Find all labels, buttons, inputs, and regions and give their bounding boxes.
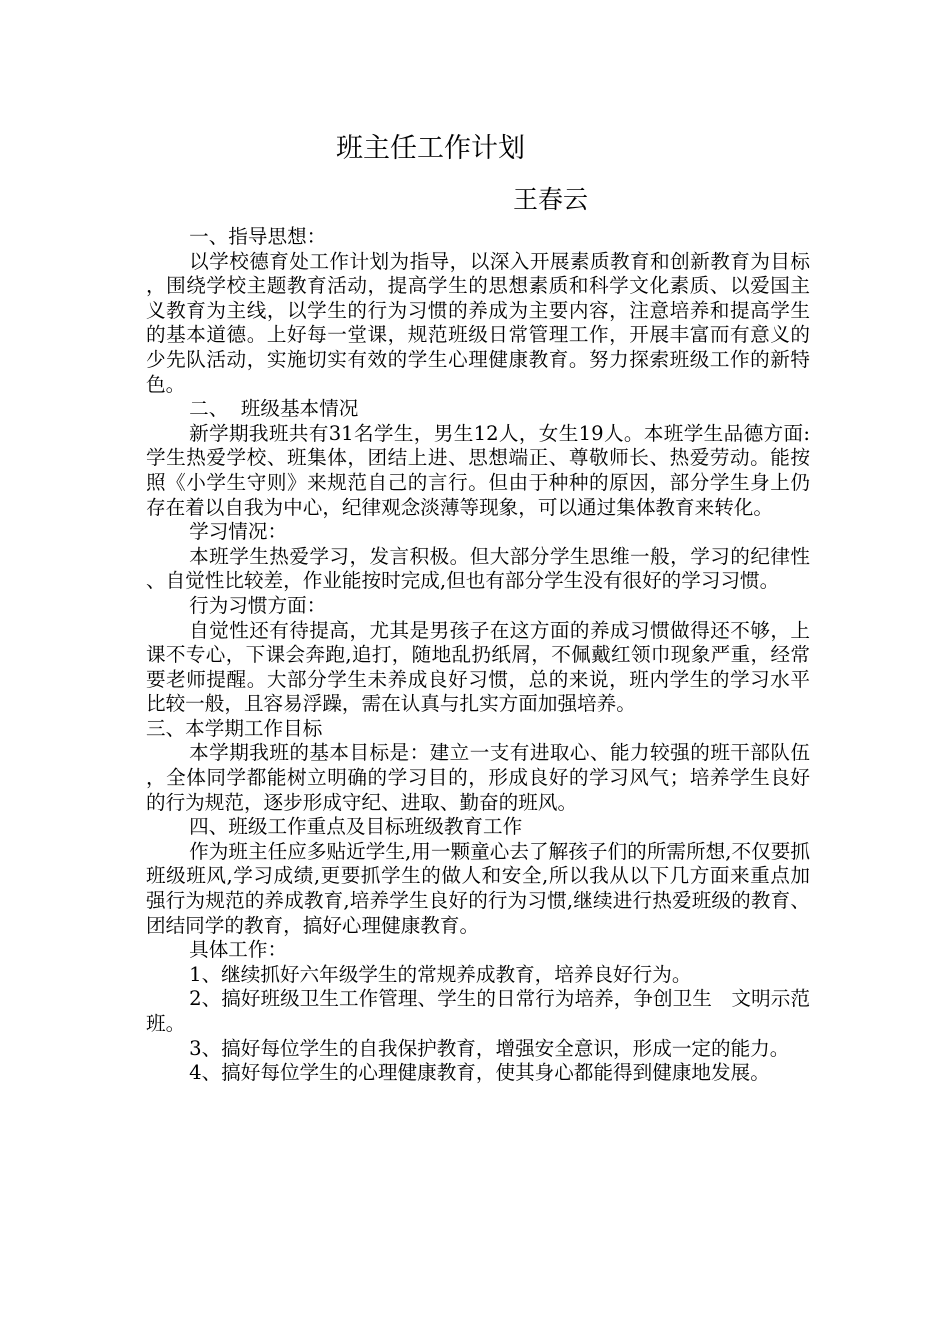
subheading-specific-work: 具体工作： <box>189 938 288 962</box>
document-body <box>146 225 810 1086</box>
list-item: 1、继续抓好六年级学生的常规养成教育，培养良好行为。 <box>189 962 692 986</box>
paragraph-key-work: 作为班主任应多贴近学生,用一颗童心去了解孩子们的所需所想,不仅要抓班级班风,学习成绩,更要抓学生的做人和安全,所以我从以下几方面来重点加强行为规范的养成教育,培养学生良好的行为习惯,继续进行热爱班级的教育、团结同学的教育，搞好心理健康教育。 <box>146 839 810 937</box>
subheading-study: 学习情况： <box>189 520 288 544</box>
paragraph-behavior: 自觉性还有待提高，尤其是男孩子在这方面的养成习惯做得还不够，上课不专心，下课会奔跑,追打，随地乱扔纸屑，不佩戴红领巾现象严重，经常要老师提醒。大部分学生未养成良好习惯，总的来说，班内学生的学习水平比较一般，且容易浮躁，需在认真与扎实方面加强培养。 <box>146 618 810 716</box>
section-heading-guiding-thought: 一、指导思想： <box>189 225 327 248</box>
section-heading-key-work: 四、班级工作重点及目标班级教育工作 <box>189 815 523 839</box>
subheading-behavior: 行为习惯方面： <box>189 593 327 617</box>
section-heading-class-situation: 二、 班级基本情况 <box>189 397 359 421</box>
author-name: 王春云 <box>513 185 589 214</box>
paragraph-guiding-thought: 以学校德育处工作计划为指导，以深入开展素质教育和创新教育为目标，围绕学校主题教育活动，提高学生的思想素质和科学文化素质、以爱国主义教育为主线，以学生的行为习惯的养成为主要内容，注意培养和提高学生的基本道德。上好每一堂课，规范班级日常管理工作，开展丰富而有意义的少先队活动，实施切实有效的学生心理健康教育。努力探索班级工作的新特色。 <box>146 249 810 396</box>
list-item: 4、搞好每位学生的心理健康教育，使其身心都能得到健康地发展。 <box>189 1061 770 1085</box>
paragraph-class-situation: 新学期我班共有31名学生，男生12人，女生19人。本班学生品德方面:学生热爱学校、班集体，团结上进、思想端正、尊敬师长、热爱劳动。能按照《小学生守则》来规范自己的言行。但由于种种的原因，部分学生身上仍存在着以自我为中心，纪律观念淡薄等现象，可以通过集体教育来转化。 <box>146 421 810 519</box>
section-heading-goals: 三、本学期工作目标 <box>146 716 323 740</box>
list-item: 2、搞好班级卫生工作管理、学生的日常行为培养，争创卫生 文明示范班。 <box>146 987 810 1035</box>
list-item: 3、搞好每位学生的自我保护教育，增强安全意识，形成一定的能力。 <box>189 1036 790 1060</box>
document-title: 班主任工作计划 <box>336 133 525 164</box>
paragraph-study: 本班学生热爱学习，发言积极。但大部分学生思维一般，学习的纪律性、自觉性比较差，作业能按时完成,但也有部分学生没有很好的学习习惯。 <box>146 544 810 593</box>
paragraph-goals: 本学期我班的基本目标是：建立一支有进取心、能力较强的班干部队伍，全体同学都能树立明确的学习目的，形成良好的学习风气；培养学生良好的行为规范，逐步形成守纪、进取、勤奋的班风。 <box>146 741 810 814</box>
